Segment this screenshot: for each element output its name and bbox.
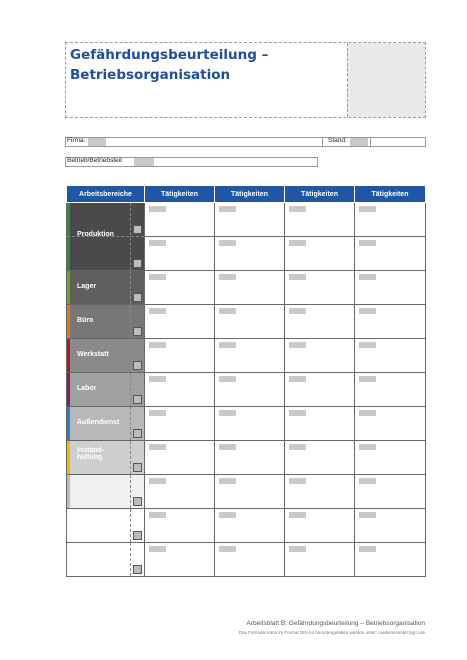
task-input-placeholder[interactable] [289,240,306,246]
task-cell[interactable] [285,271,355,305]
task-input-placeholder[interactable] [289,376,306,382]
area-guideline [130,407,131,440]
area-cell [67,543,145,577]
task-input-placeholder[interactable] [289,308,306,314]
task-cell[interactable] [145,509,215,543]
color-band [67,373,70,406]
task-input-placeholder[interactable] [149,206,166,212]
task-input-placeholder[interactable] [149,240,166,246]
task-cell[interactable] [285,373,355,407]
task-input-placeholder[interactable] [219,512,236,518]
table-row [67,407,426,441]
task-input-placeholder[interactable] [219,444,236,450]
area-label: Instand- haltung [77,447,105,461]
task-cell[interactable] [285,305,355,339]
task-input-placeholder[interactable] [289,478,306,484]
area-guideline [130,203,131,270]
area-checkbox[interactable] [133,497,142,506]
area-checkbox[interactable] [133,259,142,268]
color-band [67,339,70,372]
task-cell[interactable] [215,543,285,577]
area-cell [67,203,145,271]
table-row [67,203,426,237]
task-input-placeholder[interactable] [149,512,166,518]
task-cell[interactable] [145,407,215,441]
stand-input[interactable] [350,138,368,146]
col-header-taetigkeiten: Tätigkeiten [215,186,285,203]
table-row [67,509,426,543]
table-row [67,339,426,373]
task-input-placeholder[interactable] [359,512,376,518]
task-input-placeholder[interactable] [219,376,236,382]
task-cell[interactable] [215,475,285,509]
task-cell[interactable] [285,509,355,543]
task-input-placeholder[interactable] [359,376,376,382]
task-input-placeholder[interactable] [359,444,376,450]
tasks-table [66,185,426,577]
task-input-placeholder[interactable] [219,308,236,314]
task-input-placeholder[interactable] [359,308,376,314]
title-line-1: Gefährdungsbeurteilung – [70,47,269,63]
color-band [67,475,70,508]
task-input-placeholder[interactable] [359,240,376,246]
task-input-placeholder[interactable] [219,240,236,246]
col-header-arbeitsbereiche: Arbeitsbereiche [67,186,145,203]
task-cell[interactable] [285,441,355,475]
area-label: Lager [77,283,97,290]
task-input-placeholder[interactable] [359,546,376,552]
firma-input[interactable] [88,138,106,146]
area-label: Außendienst [77,419,120,426]
task-cell[interactable] [355,441,426,475]
area-guideline [130,373,131,406]
color-band [67,271,70,304]
area-guideline [130,475,131,508]
task-cell[interactable] [145,271,215,305]
task-input-placeholder[interactable] [149,444,166,450]
task-cell[interactable] [285,543,355,577]
task-cell[interactable] [215,339,285,373]
area-checkbox[interactable] [133,395,142,404]
footer-title: Arbeitsblatt B: Gefährdungsbeurteilung – Betriebsorganisation [246,620,425,627]
area-checkbox[interactable] [133,225,142,234]
area-checkbox[interactable] [133,463,142,472]
table-row [67,305,426,339]
table-row [67,441,426,475]
task-input-placeholder[interactable] [149,274,166,280]
task-cell[interactable] [355,475,426,509]
stand-divider [370,137,371,147]
task-cell[interactable] [355,339,426,373]
betrieb-label: Betrieb/Betriebsteil: [67,157,124,164]
task-input-placeholder[interactable] [359,410,376,416]
task-input-placeholder[interactable] [219,478,236,484]
area-guideline [130,339,131,372]
area-cell [67,407,145,441]
area-checkbox[interactable] [133,531,142,540]
task-cell[interactable] [145,339,215,373]
area-label: Werkstatt [77,351,109,358]
task-cell[interactable] [215,237,285,271]
table-row [67,271,426,305]
header-box [65,42,426,118]
area-label: Labor [77,385,97,392]
task-input-placeholder[interactable] [289,546,306,552]
task-input-placeholder[interactable] [219,274,236,280]
task-cell[interactable] [355,305,426,339]
page-title [70,45,268,85]
firma-stand-divider [322,137,323,147]
task-input-placeholder[interactable] [289,410,306,416]
task-input-placeholder[interactable] [149,376,166,382]
task-input-placeholder[interactable] [149,410,166,416]
task-cell[interactable] [145,305,215,339]
task-input-placeholder[interactable] [219,206,236,212]
task-cell[interactable] [145,237,215,271]
col-header-taetigkeiten: Tätigkeiten [355,186,426,203]
area-guideline [130,543,131,576]
betrieb-input[interactable] [134,158,154,166]
table-row [67,373,426,407]
area-cell [67,305,145,339]
col-header-taetigkeiten: Tätigkeiten [285,186,355,203]
task-input-placeholder[interactable] [359,274,376,280]
task-cell[interactable] [145,441,215,475]
firma-label: Firma: [67,137,86,144]
task-cell[interactable] [215,509,285,543]
task-cell[interactable] [355,237,426,271]
color-band [67,407,70,440]
area-guideline [130,509,131,542]
area-checkbox[interactable] [133,565,142,574]
task-cell[interactable] [285,339,355,373]
task-cell[interactable] [215,271,285,305]
task-input-placeholder[interactable] [149,308,166,314]
table-row [67,543,426,577]
task-input-placeholder[interactable] [149,478,166,484]
task-input-placeholder[interactable] [219,546,236,552]
task-input-placeholder[interactable] [289,206,306,212]
area-cell [67,339,145,373]
area-label: Büro [77,317,94,324]
area-checkbox[interactable] [133,293,142,302]
task-input-placeholder[interactable] [359,478,376,484]
col-header-taetigkeiten: Tätigkeiten [145,186,215,203]
area-guideline [130,441,131,474]
area-guideline [130,271,131,304]
task-cell[interactable] [215,407,285,441]
footer-note: Das Formular kann im Format DIN A4 heruntergeladen werden unter: medienecenter.bgrci.de [238,630,425,635]
task-input-placeholder[interactable] [149,546,166,552]
task-cell[interactable] [355,407,426,441]
task-cell[interactable] [285,407,355,441]
firma-stand-row [65,137,426,147]
task-cell[interactable] [215,305,285,339]
task-input-placeholder[interactable] [219,342,236,348]
area-checkbox[interactable] [133,361,142,370]
task-cell[interactable] [355,271,426,305]
logo-placeholder [347,43,425,117]
task-input-placeholder[interactable] [359,342,376,348]
task-cell[interactable] [145,203,215,237]
table-row [67,475,426,509]
area-checkbox[interactable] [133,429,142,438]
table-header-row [67,186,426,203]
task-cell[interactable] [145,475,215,509]
area-divider [67,236,144,237]
task-cell[interactable] [215,203,285,237]
task-cell[interactable] [215,373,285,407]
betrieb-row [65,157,318,167]
task-cell[interactable] [355,373,426,407]
task-cell[interactable] [285,237,355,271]
title-line-2: Betriebsorganisation [70,67,231,83]
task-cell[interactable] [355,543,426,577]
task-input-placeholder[interactable] [219,410,236,416]
area-cell [67,271,145,305]
task-cell[interactable] [355,509,426,543]
task-cell[interactable] [285,203,355,237]
area-cell [67,509,145,543]
area-label: Produktion [77,231,114,238]
task-cell[interactable] [215,441,285,475]
area-checkbox[interactable] [133,327,142,336]
task-input-placeholder[interactable] [289,512,306,518]
color-band [67,305,70,338]
task-cell[interactable] [145,373,215,407]
task-input-placeholder[interactable] [289,444,306,450]
color-band [67,441,70,474]
area-cell [67,441,145,475]
area-cell [67,475,145,509]
task-cell[interactable] [145,543,215,577]
task-input-placeholder[interactable] [289,342,306,348]
task-input-placeholder[interactable] [289,274,306,280]
task-cell[interactable] [285,475,355,509]
task-cell[interactable] [355,203,426,237]
task-input-placeholder[interactable] [149,342,166,348]
stand-label: Stand: [328,137,347,144]
area-guideline [130,305,131,338]
task-input-placeholder[interactable] [359,206,376,212]
area-cell [67,373,145,407]
